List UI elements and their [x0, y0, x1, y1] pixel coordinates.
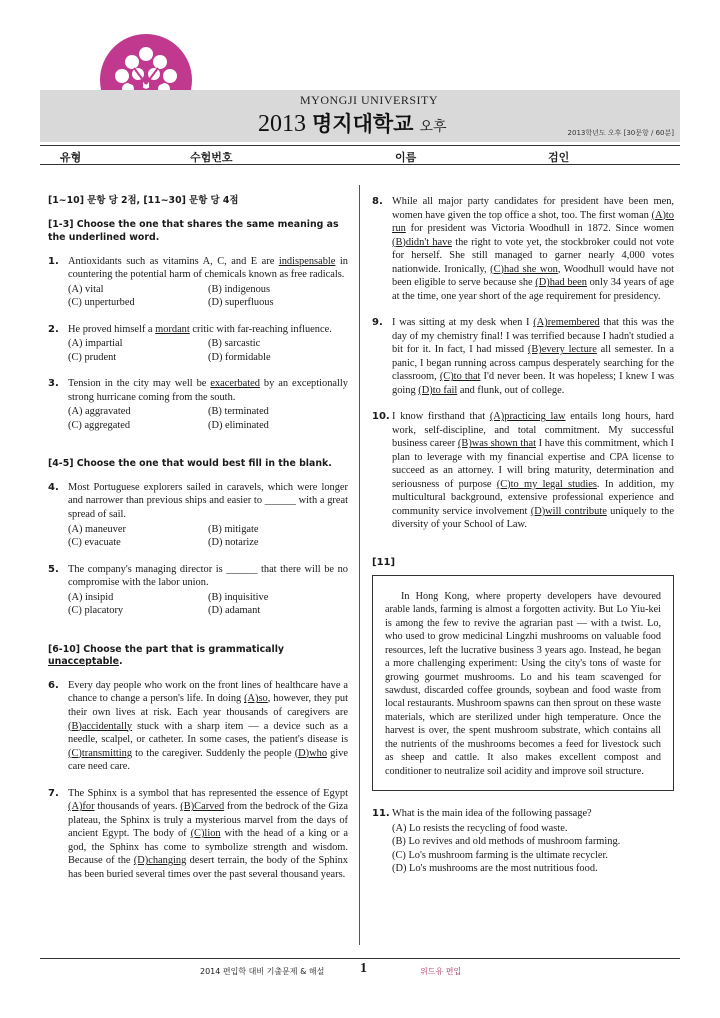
left-column [48, 195, 348, 894]
section-instruction-2: [4-5] Choose the one that would best fill in the blank. [48, 458, 332, 470]
option-b[interactable]: (B)didn't have [392, 236, 452, 248]
reading-passage [372, 575, 674, 791]
option-b[interactable]: (B) terminated [208, 406, 269, 418]
option-c[interactable]: (C) placatory [68, 605, 124, 617]
option-b[interactable]: (B) sarcastic [208, 338, 261, 350]
option-b[interactable]: (B)Carved [180, 801, 225, 813]
question-number: 10. [372, 411, 390, 423]
question-number: 1. [48, 255, 59, 267]
option-c[interactable]: (C) prudent [68, 351, 117, 363]
passage-label: [11] [372, 556, 396, 568]
question-number: 3. [48, 378, 59, 390]
question-1: 1. Antioxidants such as vitamins A, C, and E are indispensable in countering the potential harm of chemicals known as free radicals. (A) vital (B) indigenous (C) unperturbed (D) superfluous [48, 255, 348, 309]
question-9: 9. I was sitting at my desk when I (A)remembered that this was the day of my chemistry final! I was terrified because I hadn't studied a bit for it. In fact, I had missed (B)every lecture all semester. In a panic, I began running across campus desperately searching for the classroom, (C)to that I'd never been. It was hopeless; I knew I was going (D)to fail and flunk, out of college. [372, 317, 675, 396]
exam-year: 2013 [258, 111, 306, 137]
type-label: 유형 [60, 151, 82, 164]
page-number: 1 [360, 961, 367, 976]
column-divider [359, 185, 360, 945]
page-footer [40, 958, 680, 980]
options [68, 523, 348, 550]
option-c[interactable]: (C)transmitting [68, 747, 133, 759]
section-instruction-3: [6-10] Choose the part that is grammatically unacceptable. [48, 643, 285, 668]
option-d[interactable]: (D)to fail [418, 384, 458, 396]
option-a[interactable]: (A)so [244, 693, 268, 705]
exam-meta: 2013학년도 오후 [30문항 / 60분] [567, 129, 674, 137]
question-11: 11. What is the main idea of the following passage? (A) Lo resists the recycling of food waste. (B) Lo revives and old methods of mushroom farming. (C) Lo's mushroom farming is the ultimate recycler. (D) Lo's mushrooms are the most nutritious food. [372, 807, 674, 876]
underlined-word: mordant [155, 323, 190, 335]
option-c[interactable]: (C)to my legal studies [496, 478, 597, 490]
section-instruction-1: [1-3] Choose the one that shares the same meaning as the underlined word. [48, 219, 339, 243]
option-a[interactable]: (A) aggravated [68, 406, 131, 418]
option-a[interactable]: (A) insipid [68, 591, 114, 603]
right-column [372, 195, 674, 889]
option-d[interactable]: (D) formidable [208, 351, 271, 363]
check-label: 검인 [548, 151, 570, 164]
question-3: 3. Tension in the city may well be exacerbated by an exceptionally strong hurricane coming from the south. (A) aggravated (B) terminated (C) aggregated (D) eliminated [48, 378, 348, 431]
option-c[interactable]: (C)had she won [490, 263, 558, 275]
option-d[interactable]: (D)who [294, 747, 328, 759]
question-number: 9. [372, 317, 383, 329]
question-8: 8. While all major party candidates for president have been men, women have given the top office a shot, too. The first woman (A)to run for president was Victoria Woodhull in 1872. Since women (B)didn't have the right to vote yet, the stockbroker could not vote for herself. She still managed to garner nearly 4,000 votes nationwide. Ironically, (C)had she won, Woodhull would have not been eligible to serve because she (D)had been only 34 years of age at the time, one year short of the age requirement for presidency. [372, 196, 674, 302]
question-10: 10. I know firsthand that (A)practicing law entails long hours, hard work, self-discipline, and total commitment. My successful business career (B)was shown that I have this commitment, which I plan to leverage with my financial expertise and CPA license to succeed as an attorney. I will bring maturity, determination and seriousness of purpose (C)to my legal studies. In addition, my multicultural background, extensive professional experience and community service involvement (D)will contribute uniquely to the diversity of your School of Law. [372, 411, 675, 531]
option-a[interactable]: (A) vital [68, 283, 104, 295]
option-b[interactable]: (B) mitigate [208, 523, 259, 535]
option-a[interactable]: (A)remembered [533, 317, 600, 329]
option-b[interactable]: (B) inquisitive [208, 591, 269, 603]
option-a[interactable]: (A)for [68, 801, 95, 813]
option-c[interactable]: (C) evacuate [68, 537, 121, 549]
question-number: 6. [48, 679, 59, 691]
footer-publisher: 위드유 편입 [420, 967, 462, 976]
info-bar [40, 145, 680, 165]
passage-text: In Hong Kong, where property developers have devoured arable lands, farming is almost a forgotten activity. But Lo Yiu-kei is among the few to revive the agrarian past — with a twist. Lo, who used to grow medicinal Lingzhi mushrooms on valuable food resources, left the lucrative business 3 years ago. Instead, he began a more challenging experiment: Using the city's tons of waste for growing gourmet mushrooms. Lo and his team scavenged for sawdust, discarded coffee grounds, soybean and food waste from local restaurants. Mushroom spawns can then sprout on these waste materials, which are sterilized under high temperature. Once the harvest is over, the spent mushroom substrate, which contains all the nutrients of the mushrooms becomes a feed for livestock such as sheep and cattle. It also makes excellent compost and conditioner to neutralize soil acidity and improve soil structure. [385, 590, 661, 777]
question-number: 8. [372, 196, 383, 207]
option-b[interactable]: (B)accidentally [68, 720, 133, 732]
question-7: 7. The Sphinx is a symbol that has represented the essence of Egypt (A)for thousands of years. (B)Carved from the bedrock of the Giza plateau, the Sphinx is truly a mysterious marvel from the days of ancient Egypt. The body of (C)lion with the head of a king or a god, the Sphinx has come to symbolize strength and wisdom. Because of the (D)changing desert terrain, the body of the Sphinx has been buried several times over the past several thousand years. [48, 787, 348, 880]
option-b[interactable]: (B) Lo revives and old methods of mushroom farming. [392, 836, 621, 848]
option-d[interactable]: (D) superfluous [208, 297, 274, 309]
option-d[interactable]: (D)changing [133, 855, 187, 867]
option-a[interactable]: (A) maneuver [68, 523, 126, 535]
option-b[interactable]: (B)every lecture [527, 344, 597, 356]
question-number: 11. [372, 808, 390, 820]
option-c[interactable]: (C)lion [190, 828, 221, 840]
option-c[interactable]: (C) unperturbed [68, 297, 135, 309]
question-number: 5. [48, 563, 59, 575]
footer-title: 2014 편입학 대비 기출문제 & 해설 [200, 967, 325, 976]
question-6: 6. Every day people who work on the front lines of healthcare have a chance to change a person's life. In doing (A)so, however, they put their own lives at risk. Each year thousands of caregivers are (B)accidentally stuck with a sharp item — a device such as a needle, scalpel, or catheter. In some cases, the patient's disease is (C)transmitting to the caregiver. Suddenly the people (D)who give care need care. [48, 679, 348, 773]
question-number: 2. [48, 323, 59, 335]
option-b[interactable]: (B)was shown that [457, 438, 536, 450]
option-a[interactable]: (A)to run [392, 209, 674, 235]
option-d[interactable]: (D) Lo's mushrooms are the most nutritious food. [392, 863, 598, 875]
options [68, 591, 348, 618]
option-c[interactable]: (C) aggregated [68, 419, 131, 431]
exam-session: 오후 [419, 119, 447, 135]
options [392, 822, 674, 876]
exam-title [258, 108, 447, 138]
name-label: 이름 [395, 151, 417, 164]
options [68, 405, 348, 432]
question-number: 4. [48, 481, 59, 493]
university-name-en: MYONGJI UNIVERSITY [300, 93, 438, 107]
option-d[interactable]: (D) adamant [208, 605, 261, 617]
options [68, 337, 348, 364]
options [68, 283, 348, 310]
option-d[interactable]: (D)will contribute [530, 505, 607, 517]
university-name-kr: 명지대학교 [312, 112, 414, 136]
underlined-word: exacerbated [210, 378, 260, 390]
exam-number-label: 수험번호 [190, 151, 233, 164]
option-d[interactable]: (D) eliminated [208, 419, 269, 431]
option-a[interactable]: (A) impartial [68, 338, 123, 350]
option-a[interactable]: (A) Lo resists the recycling of food waste. [392, 822, 568, 834]
option-c[interactable]: (C) Lo's mushroom farming is the ultimate recycler. [392, 849, 608, 861]
underlined-word: indispensable [278, 255, 336, 267]
question-5: 5. The company's managing director is ______ that there will be no compromise with the labor union. (A) insipid (B) inquisitive (C) placatory (D) adamant [48, 563, 348, 617]
option-d[interactable]: (D) notarize [208, 537, 259, 549]
question-2: 2. He proved himself a mordant critic with far-reaching influence. (A) impartial (B) sarcastic (C) prudent (D) formidable [48, 323, 348, 365]
option-c[interactable]: (C)to that [439, 371, 481, 383]
question-4: 4. Most Portuguese explorers sailed in caravels, which were longer and narrower than previous ships and easier to ______ with a great spread of sail. (A) maneuver (B) mitigate (C) evacuate (D) notarize [48, 481, 348, 549]
option-a[interactable]: (A)practicing law [489, 411, 566, 423]
option-b[interactable]: (B) indigenous [208, 283, 271, 295]
option-d[interactable]: (D)had been [535, 277, 587, 289]
scoring-info: [1~10] 문항 당 2점, [11~30] 문항 당 4점 [48, 195, 239, 206]
question-number: 7. [48, 787, 59, 799]
